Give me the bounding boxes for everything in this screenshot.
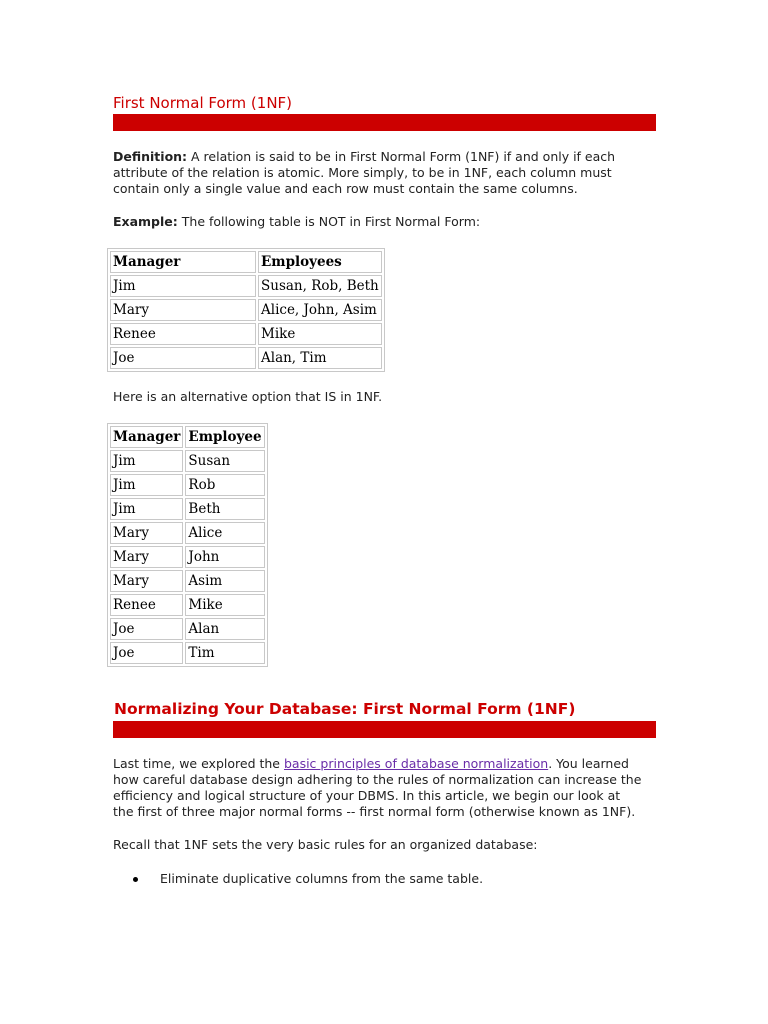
table-cell-manager: Mary xyxy=(110,570,183,592)
table-row xyxy=(110,618,265,640)
table-header-row xyxy=(110,426,265,448)
table-cell-employee: Susan xyxy=(185,450,264,472)
title-underline-bar xyxy=(113,721,656,738)
table-header-manager: Manager xyxy=(110,251,256,273)
definition-line-2: attribute of the relation is atomic. More simply, to be in 1NF, each column must xyxy=(113,165,612,180)
table-cell-employee: John xyxy=(185,546,264,568)
table-row xyxy=(110,498,265,520)
table-cell-manager: Joe xyxy=(110,618,183,640)
bullet-icon xyxy=(133,877,138,882)
table-cell-manager: Mary xyxy=(110,546,183,568)
table-cell-employees: Susan, Rob, Beth xyxy=(258,275,382,297)
table-header-employee: Employee xyxy=(185,426,264,448)
table-row xyxy=(110,474,265,496)
table-row xyxy=(110,450,265,472)
non-1nf-table xyxy=(107,248,385,372)
table-cell-manager: Mary xyxy=(110,299,256,321)
table-cell-manager: Joe xyxy=(110,347,256,369)
table-cell-manager: Jim xyxy=(110,498,183,520)
definition-paragraph xyxy=(113,149,615,197)
table-row xyxy=(110,546,265,568)
definition-label: Definition: xyxy=(113,149,188,164)
table-header-manager: Manager xyxy=(110,426,183,448)
table-row xyxy=(110,299,382,321)
table-row xyxy=(110,323,382,345)
table-header-row xyxy=(110,251,382,273)
table-cell-employees: Alice, John, Asim xyxy=(258,299,382,321)
intro-text-before-link: Last time, we explored the xyxy=(113,756,284,771)
example-label: Example: xyxy=(113,214,178,229)
table-cell-manager: Renee xyxy=(110,594,183,616)
table-row xyxy=(110,275,382,297)
table-cell-employee: Asim xyxy=(185,570,264,592)
intro-line-3: efficiency and logical structure of your DBMS. In this article, we begin our look at xyxy=(113,788,621,803)
table-cell-employee: Rob xyxy=(185,474,264,496)
table-row xyxy=(110,522,265,544)
intro-paragraph xyxy=(113,756,641,820)
table-cell-manager: Jim xyxy=(110,450,183,472)
1nf-table xyxy=(107,423,268,667)
example-paragraph xyxy=(113,214,480,230)
table-cell-employees: Alan, Tim xyxy=(258,347,382,369)
table-cell-employee: Mike xyxy=(185,594,264,616)
table-cell-employee: Alice xyxy=(185,522,264,544)
title-underline-bar xyxy=(113,114,656,131)
intro-line-2: how careful database design adhering to the rules of normalization can increase the xyxy=(113,772,642,787)
example-text: The following table is NOT in First Normal Form: xyxy=(177,214,481,229)
table-header-employees: Employees xyxy=(258,251,382,273)
definition-line-1: A relation is said to be in First Normal Form (1NF) if and only if each xyxy=(187,149,616,164)
intro-line-4: the first of three major normal forms -- first normal form (otherwise known as 1NF). xyxy=(113,804,636,819)
table-cell-manager: Jim xyxy=(110,474,183,496)
table-row xyxy=(110,347,382,369)
recall-paragraph: Recall that 1NF sets the very basic rules for an organized database: xyxy=(113,837,538,852)
table-cell-employee: Beth xyxy=(185,498,264,520)
table-cell-employee: Tim xyxy=(185,642,264,664)
table-cell-employee: Alan xyxy=(185,618,264,640)
section-title-normalizing: Normalizing Your Database: First Normal Form (1NF) xyxy=(114,700,576,718)
table-row xyxy=(110,594,265,616)
section-title-1nf: First Normal Form (1NF) xyxy=(113,94,293,112)
table-cell-manager: Joe xyxy=(110,642,183,664)
table-row xyxy=(110,642,265,664)
table-cell-manager: Jim xyxy=(110,275,256,297)
definition-line-3: contain only a single value and each row must contain the same columns. xyxy=(113,181,578,196)
alternative-paragraph: Here is an alternative option that IS in 1NF. xyxy=(113,389,383,404)
table-cell-employees: Mike xyxy=(258,323,382,345)
table-cell-manager: Mary xyxy=(110,522,183,544)
normalization-principles-link[interactable]: basic principles of database normalization xyxy=(283,756,549,771)
intro-text-after-link: . You learned xyxy=(548,756,629,771)
list-item-text: Eliminate duplicative columns from the same table. xyxy=(160,871,484,886)
table-row xyxy=(110,570,265,592)
table-cell-manager: Renee xyxy=(110,323,256,345)
